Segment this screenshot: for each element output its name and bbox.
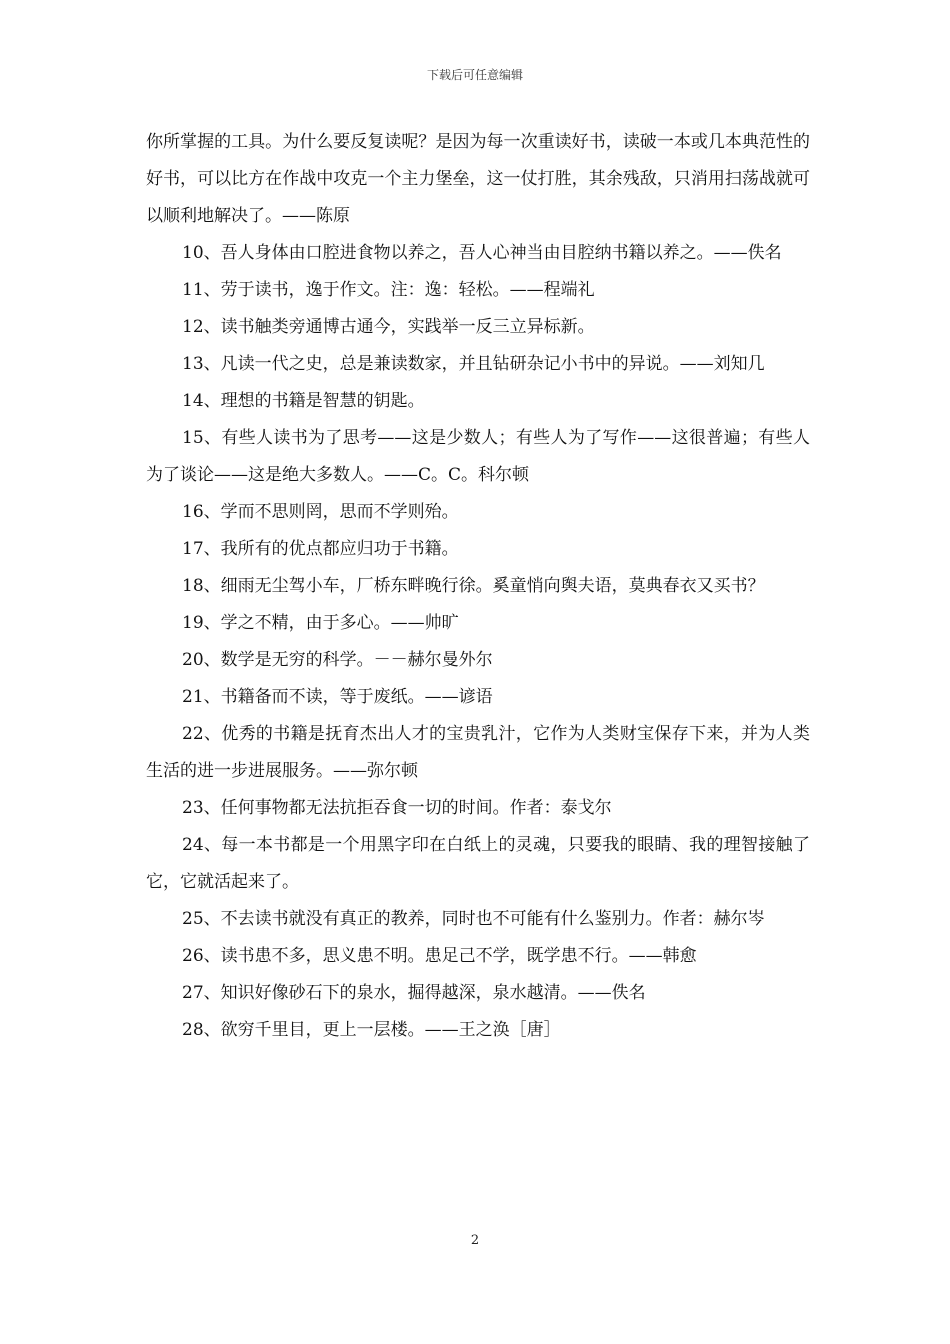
- paragraph-continuation: 你所掌握的工具。为什么要反复读呢？是因为每一次重读好书，读破一本或几本典范性的好书，可以比方在作战中攻克一个主力堡垒，这一仗打胜，其余残敌，只消用扫荡战就可以顺利地解决了。——陈原: [146, 132, 810, 226]
- document-body: [146, 124, 810, 1049]
- quote-item-25: 25、不去读书就没有真正的教养，同时也不可能有什么鉴别力。作者：赫尔岑: [182, 909, 765, 929]
- quote-item-27: 27、知识好像砂石下的泉水，掘得越深，泉水越清。——佚名: [182, 983, 646, 1003]
- page-header: 下载后可任意编辑: [426, 68, 523, 82]
- quote-item-12: 12、读书触类旁通博古通今，实践举一反三立异标新。: [182, 317, 595, 337]
- quote-item-19: 19、学之不精，由于多心。——帅旷: [182, 613, 459, 633]
- quote-item-22: 22、优秀的书籍是抚育杰出人才的宝贵乳汁，它作为人类财宝保存下来，并为人类生活的进一步进展服务。——弥尔顿: [146, 724, 810, 781]
- quote-item-10: 10、吾人身体由口腔进食物以养之，吾人心神当由目腔纳书籍以养之。——佚名: [182, 243, 782, 263]
- quote-item-24: 24、每一本书都是一个用黑字印在白纸上的灵魂，只要我的眼睛、我的理智接触了它，它就活起来了。: [146, 835, 810, 892]
- quote-item-16: 16、学而不思则罔，思而不学则殆。: [182, 502, 459, 522]
- page-number: 2: [470, 1233, 480, 1248]
- quote-item-13: 13、凡读一代之史，总是兼读数家，并且钻研杂记小书中的异说。——刘知几: [182, 354, 765, 374]
- quote-item-21: 21、书籍备而不读，等于废纸。——谚语: [182, 687, 493, 707]
- quote-item-11: 11、劳于读书，逸于作文。注：逸：轻松。——程端礼: [182, 280, 595, 300]
- quote-item-18: 18、细雨无尘驾小车，厂桥东畔晚行徐。奚童悄向舆夫语，莫典春衣又买书？: [182, 576, 765, 596]
- quote-item-20: 20、数学是无穷的科学。－－赫尔曼外尔: [182, 650, 493, 670]
- quote-item-23: 23、任何事物都无法抗拒吞食一切的时间。作者：泰戈尔: [182, 798, 612, 818]
- quote-item-28: 28、欲穷千里目，更上一层楼。——王之涣［唐］: [182, 1020, 561, 1040]
- quote-item-14: 14、理想的书籍是智慧的钥匙。: [182, 391, 425, 411]
- quote-item-15: 15、有些人读书为了思考——这是少数人；有些人为了写作——这很普遍；有些人为了谈论——这是绝大多数人。——C。C。科尔顿: [146, 428, 810, 485]
- quote-item-17: 17、我所有的优点都应归功于书籍。: [182, 539, 459, 559]
- quote-item-26: 26、读书患不多，思义患不明。患足己不学，既学患不行。——韩愈: [182, 946, 697, 966]
